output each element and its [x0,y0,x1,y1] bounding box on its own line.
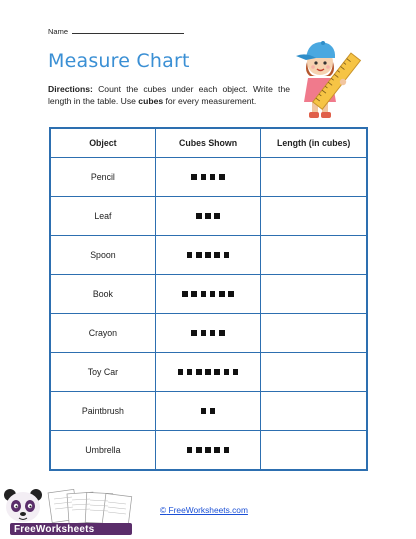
cubes-shown-cell [155,236,261,275]
cubes-shown-cell [155,392,261,431]
cube-square [228,291,234,297]
object-name-cell: Leaf [50,197,155,236]
cubes-shown-cell [155,431,261,471]
cube-square [205,252,211,258]
length-answer-cell[interactable] [261,158,367,197]
object-name-cell: Umbrella [50,431,155,471]
cube-square [219,291,225,297]
cube-square [191,291,197,297]
cube-square [205,447,211,453]
length-answer-cell[interactable] [261,314,367,353]
measure-table [49,127,368,471]
cube-group [157,447,260,453]
table-row [50,236,367,275]
object-name-cell: Spoon [50,236,155,275]
name-blank-line [72,26,184,34]
cube-square [210,408,216,414]
cube-square [187,369,193,375]
page-title: Measure Chart [48,50,190,72]
length-answer-cell[interactable] [261,236,367,275]
cube-square [196,447,202,453]
table-row [50,314,367,353]
object-name-cell: Toy Car [50,353,155,392]
directions-text [48,83,290,108]
cube-group [157,213,260,219]
cube-group [157,174,260,180]
cube-square [224,447,230,453]
object-name-cell: Pencil [50,158,155,197]
object-name-cell: Book [50,275,155,314]
directions-label: Directions: [48,84,93,94]
name-label: Name [48,27,69,36]
directions-body-a: Count the cubes under each object. Write the length in the table. Use [48,84,290,107]
cube-square [201,174,207,180]
cube-square [182,291,188,297]
cube-group [157,408,260,414]
length-answer-cell[interactable] [261,197,367,236]
cube-square [233,369,239,375]
table-row [50,431,367,471]
table-header-row [50,128,367,158]
cube-square [214,213,220,219]
cube-square [196,252,202,258]
cube-square [210,174,216,180]
cube-group [157,291,260,297]
table-row [50,275,367,314]
cube-square [187,447,193,453]
cube-square [205,369,211,375]
directions-body-b: for every measurement. [163,96,257,107]
table-row [50,392,367,431]
cube-square [214,369,220,375]
cube-group [157,330,260,336]
table-row [50,158,367,197]
cube-square [214,447,220,453]
cube-square [214,252,220,258]
cube-square [224,369,230,375]
cube-square [219,174,225,180]
cube-group [157,369,260,375]
name-field [48,26,184,36]
length-answer-cell[interactable] [261,431,367,471]
cube-square [210,330,216,336]
cubes-shown-cell [155,197,261,236]
object-name-cell: Paintbrush [50,392,155,431]
header-cubes-shown: Cubes Shown [155,128,261,158]
cube-square [196,369,202,375]
cubes-shown-cell [155,353,261,392]
cube-group [157,252,260,258]
length-answer-cell[interactable] [261,353,367,392]
cube-square [187,252,193,258]
table-row [50,197,367,236]
directions-emphasis: cubes [138,96,164,107]
cube-square [196,213,202,219]
cubes-shown-cell [155,158,261,197]
cube-square [201,408,207,414]
cubes-shown-cell [155,275,261,314]
kid-with-ruler-illustration [286,32,362,122]
object-name-cell: Crayon [50,314,155,353]
length-answer-cell[interactable] [261,275,367,314]
cube-square [224,252,230,258]
cube-square [219,330,225,336]
copyright-symbol: © [160,505,167,515]
footer-website-link[interactable] [160,505,248,515]
footer-link-text: FreeWorksheets.com [168,505,248,515]
cube-square [205,213,211,219]
cube-square [201,291,207,297]
cube-square [178,369,184,375]
header-length: Length (in cubes) [261,128,367,158]
table-row [50,353,367,392]
logo-wordmark: FreeWorksheets [14,524,95,535]
length-answer-cell[interactable] [261,392,367,431]
cube-square [201,330,207,336]
header-object: Object [50,128,155,158]
cubes-shown-cell [155,314,261,353]
cube-square [191,330,197,336]
cube-square [210,291,216,297]
cube-square [191,174,197,180]
